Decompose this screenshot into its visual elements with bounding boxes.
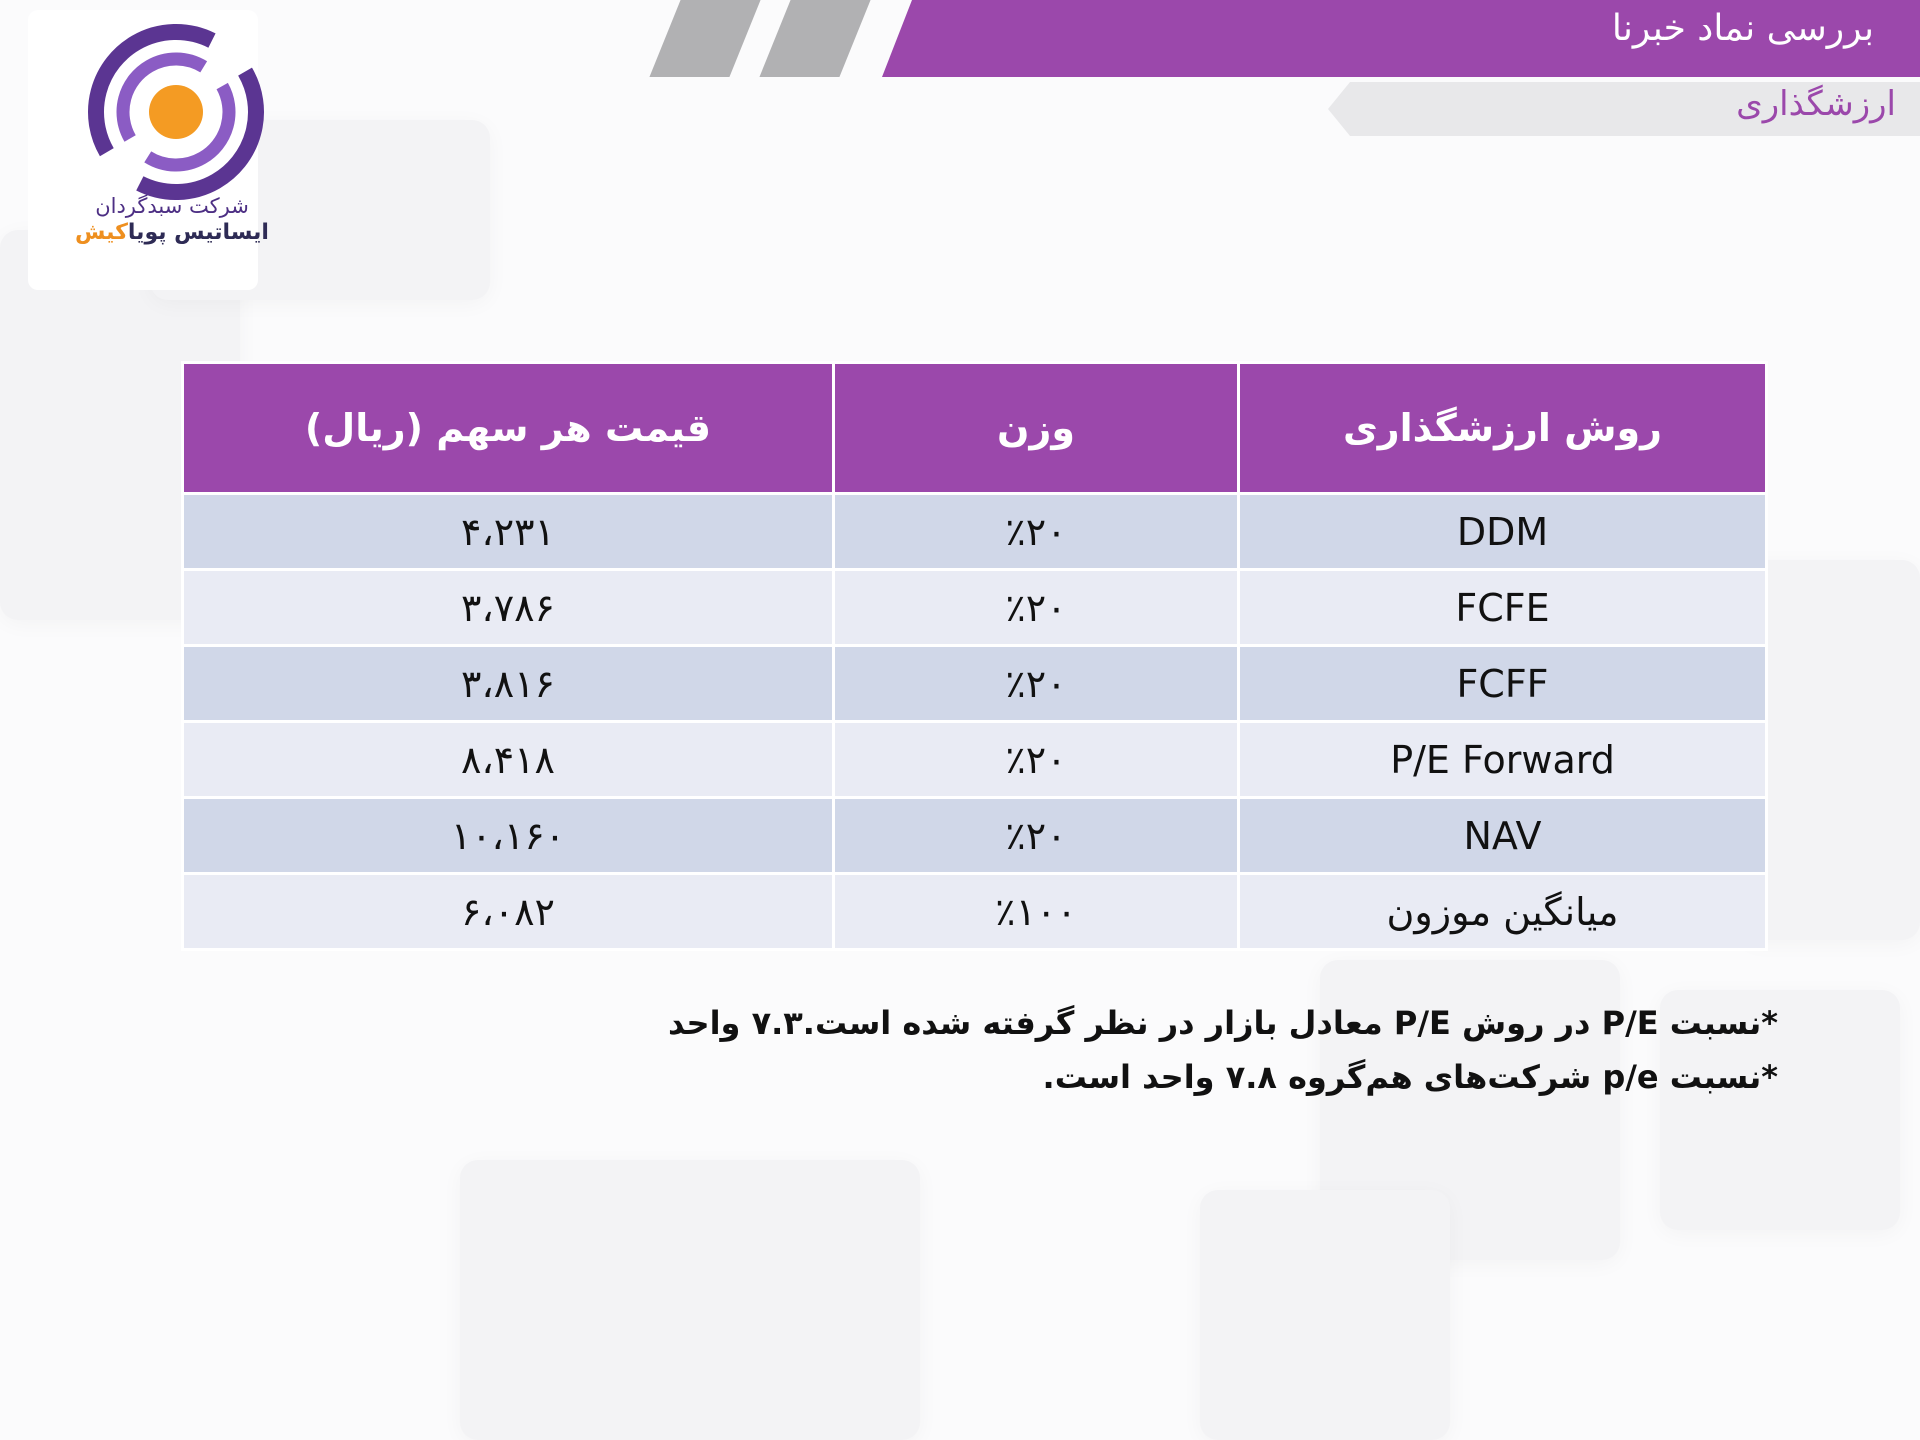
table-row [183, 722, 1767, 798]
table-row [183, 798, 1767, 874]
table-header-row [183, 363, 1767, 494]
method-cell: میانگین موزون [1239, 874, 1767, 950]
price-cell: ۶،۰۸۲ [183, 874, 834, 950]
price-cell: ۴،۲۳۱ [183, 494, 834, 570]
weight-cell: ٪۲۰ [834, 570, 1239, 646]
page-title: بررسی نماد خبرنا [1611, 8, 1874, 49]
weight-cell: ٪۲۰ [834, 798, 1239, 874]
method-cell: P/E Forward [1239, 722, 1767, 798]
weight-cell: ٪۲۰ [834, 722, 1239, 798]
footnote: *نسبت p/e شرکت‌های هم‌گروه ۷.۸ واحد است. [1042, 1058, 1778, 1096]
background-tile [1200, 1190, 1450, 1440]
footnote: *نسبت P/E در روش P/E معادل بازار در نظر گرفته شده است.۷.۳ واحد [668, 1004, 1778, 1042]
weight-cell: ٪۱۰۰ [834, 874, 1239, 950]
valuation-table [181, 361, 1768, 951]
header-stripe [649, 0, 760, 77]
logo-company-line: شرکت سبدگردان [95, 194, 249, 218]
table-row [183, 570, 1767, 646]
weight-cell: ٪۲۰ [834, 646, 1239, 722]
weight-cell: ٪۲۰ [834, 494, 1239, 570]
price-cell: ۳،۸۱۶ [183, 646, 834, 722]
price-cell: ۸،۴۱۸ [183, 722, 834, 798]
header-stripe [759, 0, 870, 77]
logo-company-name [68, 220, 276, 245]
header-method: روش ارزشگذاری [1239, 363, 1767, 494]
logo-mark-icon [83, 20, 269, 200]
method-cell: DDM [1239, 494, 1767, 570]
table-row [183, 646, 1767, 722]
logo-name-accent: کیش [75, 220, 128, 245]
table-row [183, 494, 1767, 570]
header-price: قیمت هر سهم (ریال) [183, 363, 834, 494]
price-cell: ۱۰،۱۶۰ [183, 798, 834, 874]
method-cell: NAV [1239, 798, 1767, 874]
header-weight: وزن [834, 363, 1239, 494]
logo-name-main: ایساتیس پویا [127, 220, 269, 245]
table-row [183, 874, 1767, 950]
background-tile [460, 1160, 920, 1440]
method-cell: FCFF [1239, 646, 1767, 722]
logo [28, 10, 269, 290]
section-title: ارزشگذاری [1736, 84, 1896, 124]
footnotes [668, 996, 1778, 1104]
price-cell: ۳،۷۸۶ [183, 570, 834, 646]
method-cell: FCFE [1239, 570, 1767, 646]
